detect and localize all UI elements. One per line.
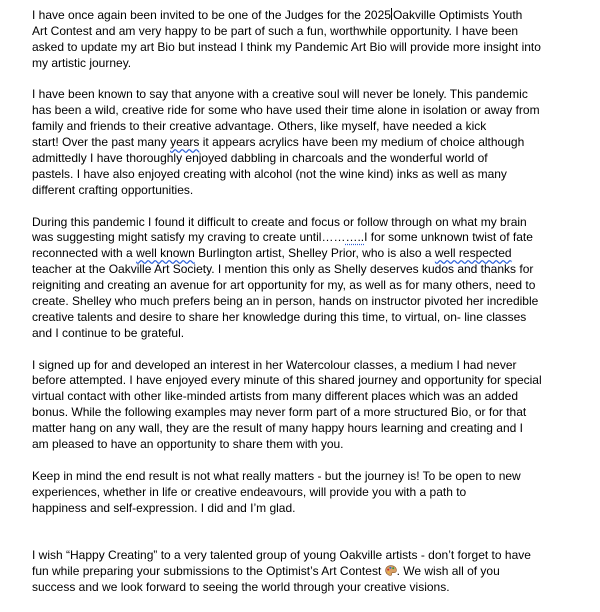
- text-line: family and friends to their creative advantage. Others, like myself, have needed a kick: [32, 119, 487, 134]
- flagged-word-years[interactable]: years: [170, 135, 200, 150]
- paragraph-closing: [32, 548, 590, 596]
- paragraph-pandemic: [32, 215, 590, 342]
- flagged-word-well-respected[interactable]: well respected: [434, 246, 512, 261]
- text-line: virtual contact with other like-minded artists from many different places which was an added: [32, 389, 519, 404]
- text-line: was suggesting might satisfy my craving to create until………..I for some unknown twist of fate: [32, 230, 533, 245]
- text-line: Art Contest and am very happy to be part of such a fun, worthwhile opportunity. I have been: [32, 23, 519, 38]
- text-line: create. Shelley who much prefers being an in person, hands on instructor pivoted her incredible: [32, 294, 539, 309]
- text-line: experiences, whether in life or creative endeavours, will provide you with a path to: [32, 484, 467, 499]
- text-line: creative talents and desire to share her knowledge during this time, to virtual, on- line classes: [32, 309, 527, 324]
- text-line: admittedly I have thoroughly enjoyed dabbling in charcoals and the wonderful world of: [32, 151, 488, 166]
- flagged-ellipsis[interactable]: …..: [345, 230, 365, 245]
- text-line: success and we look forward to seeing the world through your creative visions.: [32, 580, 450, 595]
- text-line: before attempted. I have enjoyed every minute of this shared journey and opportunity for special: [32, 373, 542, 388]
- text-line: bonus. While the following examples may never form part of a more structured Bio, or for that: [32, 405, 527, 420]
- text-line: matter hang on any wall, they are the result of many happy hours learning and creating and I: [32, 421, 523, 436]
- text-line: asked to update my art Bio but instead I think my Pandemic Art Bio will provide more insight into: [32, 39, 541, 54]
- text-line: reconnected with a well known Burlington artist, Shelley Prior, who is also a well respected: [32, 246, 512, 261]
- text-line: I wish “Happy Creating” to a very talented group of young Oakville artists - don’t forget to have: [32, 548, 531, 563]
- text-line: I have once again been invited to be one of the Judges for the 2025 Oakville Optimists Youth: [32, 8, 523, 22]
- document-body[interactable]: [32, 8, 590, 612]
- paragraph-watercolour: [32, 358, 590, 453]
- text-line: teacher at the Oakville Art Society. I mention this only as Shelly deserves kudos and thanks for: [32, 262, 534, 277]
- paragraph-intro: [32, 8, 590, 72]
- paragraph-creative-soul: [32, 87, 590, 198]
- text-line: and I continue to be grateful.: [32, 325, 185, 340]
- text-line: I signed up for and developed an interest in her Watercolour classes, a medium I had never: [32, 357, 517, 372]
- text-line: pastels. I have also enjoyed creating with alcohol (not the wine kind) inks as well as many: [32, 166, 507, 181]
- text-line: different crafting opportunities.: [32, 182, 194, 197]
- paragraph-journey: [32, 469, 590, 517]
- text-line: I have been known to say that anyone with a creative soul will never be lonely. This pandemic: [32, 87, 528, 102]
- text-line: am pleased to have an opportunity to share them with you.: [32, 437, 344, 452]
- text-line: happiness and self-expression. I did and I’m glad.: [32, 500, 296, 515]
- text-line: fun while preparing your submissions to the Optimist’s Art Contest . We wish all of you: [32, 564, 500, 579]
- text-line: During this pandemic I found it difficult to create and focus or follow through on what my brain: [32, 214, 527, 229]
- flagged-word-well-known[interactable]: well known: [136, 246, 195, 261]
- text-line: reigniting and creating an avenue for art opportunity for my, as well as for many others, need to: [32, 278, 536, 293]
- text-line: has been a wild, creative ride for some who have used their time alone in isolation or away from: [32, 103, 540, 118]
- artist-palette-icon: [385, 565, 397, 576]
- text-line: my artistic journey.: [32, 55, 132, 70]
- text-line: start! Over the past many years it appears acrylics have been my medium of choice although: [32, 135, 525, 150]
- text-line: Keep in mind the end result is not what really matters - but the journey is! To be open to new: [32, 468, 521, 483]
